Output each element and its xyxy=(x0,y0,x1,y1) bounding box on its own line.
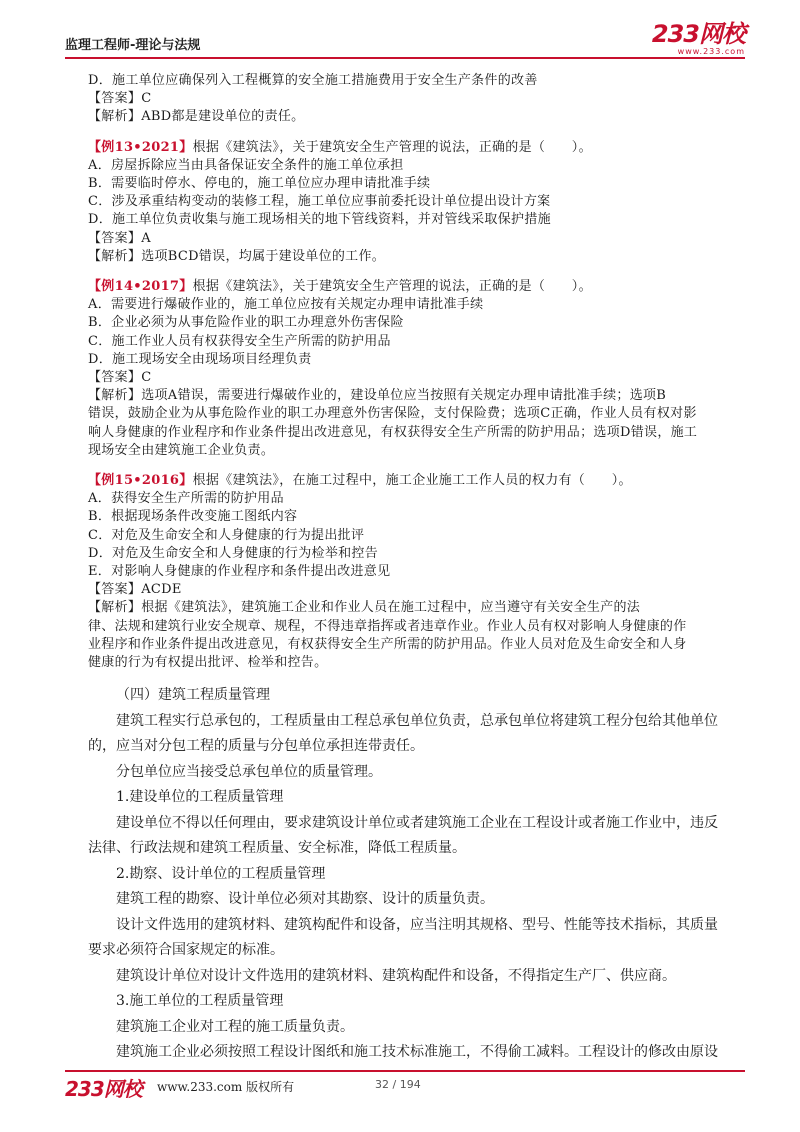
header-divider xyxy=(65,57,745,59)
footer-copyright: www.233.com 版权所有 xyxy=(157,1080,295,1094)
answer-line: 【答案】A xyxy=(88,230,151,246)
page-footer xyxy=(65,1073,745,1113)
logo-url: www.233.com xyxy=(677,47,745,56)
option-line: D．施工单位应确保列入工程概算的安全施工措施费用于安全生产条件的改善 xyxy=(88,73,538,88)
analysis-line: 业程序和作业条件提出改进意见，有权获得安全生产所需的防护用品。作业人员对危及生命安全和人身 xyxy=(88,636,687,652)
analysis-line: 【解析】ABD都是建设单位的责任。 xyxy=(88,109,305,125)
option-c: C．施工作业人员有权获得安全生产所需的防护用品 xyxy=(88,333,391,349)
question-tag: 【例15•2016】 xyxy=(88,473,193,489)
section-heading: （四）建筑工程质量管理 xyxy=(116,687,270,704)
paragraph-line: 建设单位不得以任何理由，要求建筑设计单位或者建筑施工企业在工程设计或者施工作业中，违反 xyxy=(116,814,718,831)
document-title: 监理工程师-理论与法规 xyxy=(65,38,201,53)
subheading-1: 1.建设单位的工程质量管理 xyxy=(116,789,284,806)
answer-line: 【答案】C xyxy=(88,370,152,386)
analysis-line: 错误，鼓励企业为从事危险作业的职工办理意外伤害保险，支付保险费；选项C正确，作业人员有权对影 xyxy=(88,406,697,422)
option-d: D．对危及生命安全和人身健康的行为检举和控告 xyxy=(88,545,379,561)
previous-question-tail xyxy=(88,72,738,127)
answer-line: 【答案】ACDE xyxy=(88,582,182,598)
question-tag: 【例14•2017】 xyxy=(88,279,193,295)
footer-logo: 233网校 xyxy=(65,1077,142,1101)
paragraph-line: 建筑工程实行总承包的，工程质量由工程总承包单位负责，总承包单位将建筑工程分包给其他单位 xyxy=(116,712,718,729)
option-a: A．房屋拆除应当由具备保证安全条件的施工单位承担 xyxy=(88,157,404,173)
paragraph-line: 法律、行政法规和建筑工程质量、安全标准，降低工程质量。 xyxy=(88,840,466,857)
question-text: 根据《建筑法》，关于建筑安全生产管理的说法，正确的是（ ）。 xyxy=(192,279,592,295)
question-text: 根据《建筑法》，在施工过程中，施工企业施工工作人员的权力有（ ）。 xyxy=(192,473,632,489)
question-13 xyxy=(88,139,738,266)
page-header xyxy=(65,20,745,54)
analysis-line: 响人身健康的作业程序和作业条件提出改进意见，有权获得安全生产所需的防护用品；选项D错误，施工 xyxy=(88,424,698,440)
question-15 xyxy=(88,472,738,672)
subheading-3: 3.施工单位的工程质量管理 xyxy=(116,993,284,1010)
question-text: 根据《建筑法》，关于建筑安全生产管理的说法，正确的是（ ）。 xyxy=(192,139,592,155)
answer-line: 【答案】C xyxy=(88,91,152,107)
paragraph-line: 的，应当对分包工程的质量与分包单位承担连带责任。 xyxy=(88,738,424,755)
paragraph: 建筑施工企业必须按照工程设计图纸和施工技术标准施工，不得偷工减料。工程设计的修改由原设 xyxy=(116,1044,718,1061)
analysis-line: 【解析】根据《建筑法》，建筑施工企业和作业人员在施工过程中，应当遵守有关安全生产的法 xyxy=(88,600,641,616)
analysis-line: 健康的行为有权提出批评、检举和控告。 xyxy=(88,655,328,671)
footer-divider xyxy=(65,1070,745,1072)
question-stem xyxy=(88,139,738,157)
analysis-line: 律、法规和建筑行业安全规章、规程，不得违章指挥或者违章作业。作业人员有权对影响人身健康的作 xyxy=(88,618,687,634)
option-b: B．需要临时停水、停电的，施工单位应办理申请批准手续 xyxy=(88,176,431,192)
paragraph: 建筑工程的勘察、设计单位必须对其勘察、设计的质量负责。 xyxy=(116,891,494,908)
question-stem xyxy=(88,472,738,490)
paragraph-line: 要求必须符合国家规定的标准。 xyxy=(88,942,284,959)
question-14 xyxy=(88,278,738,460)
quality-management-section xyxy=(88,683,738,1066)
paragraph: 建筑施工企业对工程的施工质量负责。 xyxy=(116,1018,354,1035)
brand-logo xyxy=(652,22,745,56)
option-b: B．企业必须为从事危险作业的职工办理意外伤害保险 xyxy=(88,315,404,331)
paragraph-line: 设计文件选用的建筑材料、建筑构配件和设备，应当注明其规格、型号、性能等技术指标，其质量 xyxy=(116,916,718,933)
page-number: 32 / 194 xyxy=(375,1078,421,1091)
option-a: A．需要进行爆破作业的，施工单位应按有关规定办理申请批准手续 xyxy=(88,297,484,313)
analysis-line: 【解析】选项A错误，需要进行爆破作业的，建设单位应当按照有关规定办理申请批准手续；选项B xyxy=(88,388,667,404)
logo-wordmark: 233网校 xyxy=(651,20,745,48)
paragraph: 建筑设计单位对设计文件选用的建筑材料、建筑构配件和设备，不得指定生产厂、供应商。 xyxy=(116,967,676,984)
option-c: C．对危及生命安全和人身健康的行为提出批评 xyxy=(88,527,365,543)
paragraph: 分包单位应当接受总承包单位的质量管理。 xyxy=(116,763,382,780)
page-content xyxy=(88,72,738,1066)
analysis-line: 现场安全由建筑施工企业负责。 xyxy=(88,442,275,458)
option-e: E．对影响人身健康的作业程序和条件提出改进意见 xyxy=(88,564,391,580)
option-d: D．施工单位负责收集与施工现场相关的地下管线资料，并对管线采取保护措施 xyxy=(88,212,551,228)
subheading-2: 2.勘察、设计单位的工程质量管理 xyxy=(116,865,326,882)
question-stem xyxy=(88,278,738,296)
question-tag: 【例13•2021】 xyxy=(88,139,193,155)
option-b: B．根据现场条件改变施工图纸内容 xyxy=(88,509,298,525)
analysis-line: 【解析】选项BCD错误，均属于建设单位的工作。 xyxy=(88,248,386,264)
option-a: A．获得安全生产所需的防护用品 xyxy=(88,491,284,507)
option-c: C．涉及承重结构变动的装修工程，施工单位应事前委托设计单位提出设计方案 xyxy=(88,194,551,210)
option-d: D．施工现场安全由现场项目经理负责 xyxy=(88,351,312,367)
